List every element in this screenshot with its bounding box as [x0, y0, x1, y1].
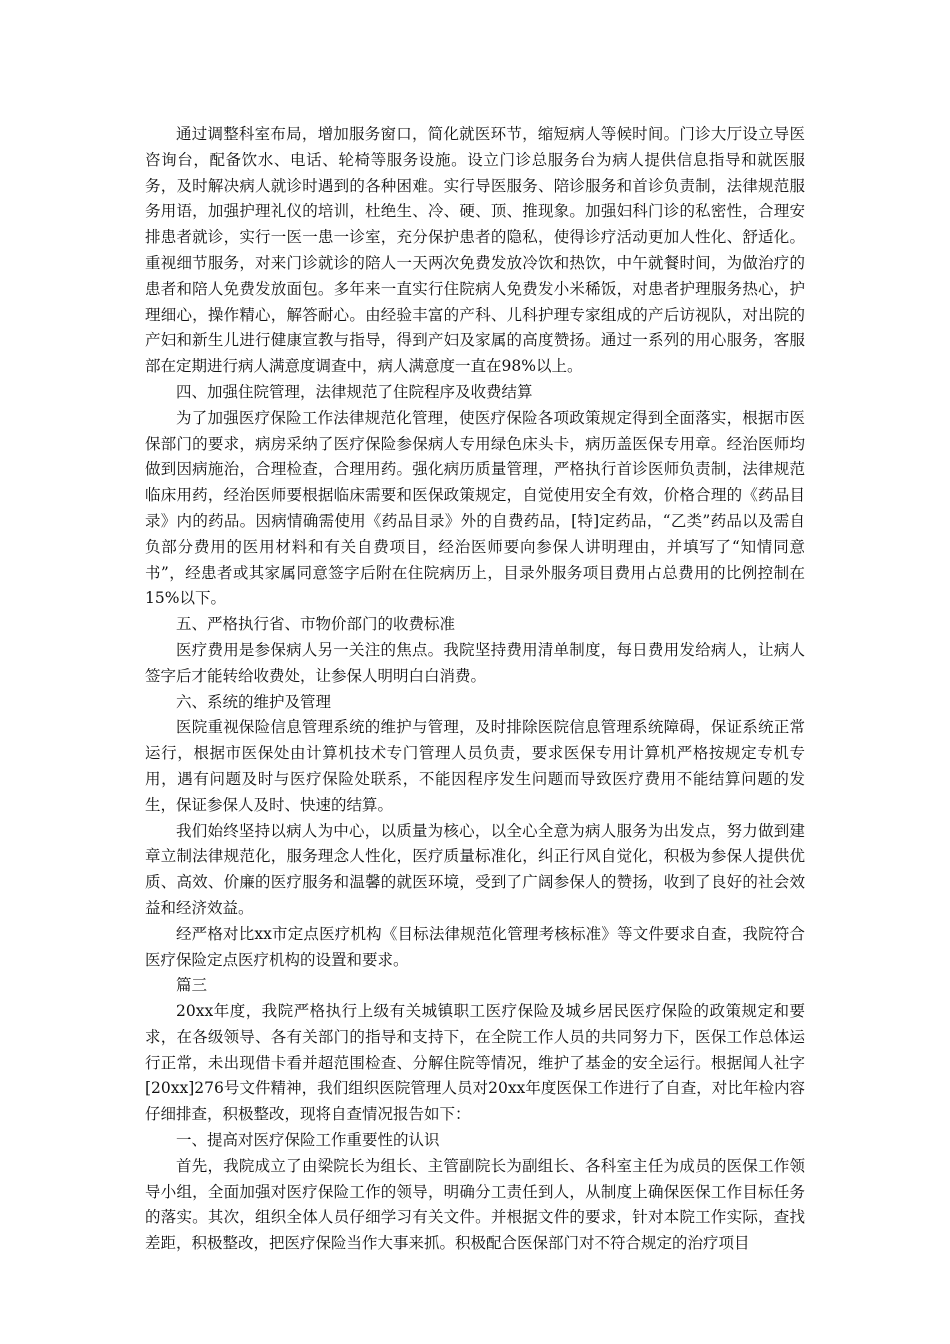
- section-heading-4: 四、加强住院管理，法律规范了住院程序及收费结算: [176, 382, 533, 401]
- paragraph-8: 首先，我院成立了由梁院长为组长、主管副院长为副组长、各科室主任为成员的医保工作领导小组，全面加强对医疗保险工作的领导，明确分工责任到人，从制度上确保医保工作目标任务的落实。其次，组织全体人员仔细学习有关文件。并根据文件的要求，针对本院工作实际，查找差距，积极整改，把医疗保险当作大事来抓。积极配合医保部门对不符合规定的治疗项目: [145, 1156, 805, 1253]
- paragraph-2: 为了加强医疗保险工作法律规范化管理，使医疗保险各项政策规定得到全面落实，根据市医保部门的要求，病房采纳了医疗保险参保病人专用绿色床头卡，病历盖医保专用章。经治医师均做到因病施治，合理检查，合理用药。强化病历质量管理，严格执行首诊医师负责制，法律规范临床用药，经治医师要根据临床需要和医保政策规定，自觉使用安全有效，价格合理的《药品目录》内的药品。因病情确需使用《药品目录》外的自费药品，[特]定药品，“乙类”药品以及需自负部分费用的医用材料和有关自费项目，经治医师要向参保人讲明理由，并填写了“知情同意书”，经患者或其家属同意签字后附在住院病历上，目录外服务项目费用占总费用的比例控制在15%以下。: [145, 408, 805, 608]
- paragraph-1: 通过调整科室布局，增加服务窗口，简化就医环节，缩短病人等候时间。门诊大厅设立导医咨询台，配备饮水、电话、轮椅等服务设施。设立门诊总服务台为病人提供信息指导和就医服务，及时解决病人就诊时遇到的各种困难。实行导医服务、陪诊服务和首诊负责制，法律规范服务用语，加强护理礼仪的培训，杜绝生、冷、硬、顶、推现象。加强妇科门诊的私密性，合理安排患者就诊，实行一医一患一诊室，充分保护患者的隐私，使得诊疗活动更加人性化、舒适化。重视细节服务，对来门诊就诊的陪人一天两次免费发放冷饮和热饮，中午就餐时间，为做治疗的患者和陪人免费发放面包。多年来一直实行住院病人免费发小米稀饭，对患者护理服务热心，护理细心，操作精心，解答耐心。由经验丰富的产科、儿科护理专家组成的产后访视队，对出院的产妇和新生儿进行健康宣教与指导，得到产妇及家属的高度赞扬。通过一系列的用心服务，客服部在定期进行病人满意度调查中，病人满意度一直在98%以上。: [145, 125, 805, 376]
- paragraph-6: 经严格对比xx市定点医疗机构《目标法律规范化管理考核标准》等文件要求自查，我院符合医疗保险定点医疗机构的设置和要求。: [145, 924, 805, 969]
- paragraph-4: 医院重视保险信息管理系统的维护与管理，及时排除医院信息管理系统障碍，保证系统正常运行，根据市医保处由计算机技术专门管理人员负责，要求医保专用计算机严格按规定专机专用，遇有问题及时与医疗保险处联系，不能因程序发生问题而导致医疗费用不能结算问题的发生，保证参保人及时、快速的结算。: [145, 718, 805, 814]
- section-heading-5: 五、严格执行省、市物价部门的收费标准: [176, 615, 456, 634]
- document-page: [145, 122, 805, 1257]
- paragraph-3: 医疗费用是参保病人另一关注的焦点。我院坚持费用清单制度，每日费用发给病人，让病人签字后才能转给收费处，让参保人明明白白消费。: [145, 640, 805, 685]
- chapter-heading-3: 篇三: [176, 976, 208, 995]
- paragraph-7: 20xx年度，我院严格执行上级有关城镇职工医疗保险及城乡居民医疗保险的政策规定和要求，在各级领导、各有关部门的指导和支持下，在全院工作人员的共同努力下，医保工作总体运行正常，未出现借卡看并超范围检查、分解住院等情况，维护了基金的安全运行。根据闻人社字[20xx]276号文件精神，我们组织医院管理人员对20xx年度医保工作进行了自查，对比年检内容仔细排查，积极整改，现将自查情况报告如下：: [145, 1002, 805, 1124]
- section-heading-1: 一、提高对医疗保险工作重要性的认识: [176, 1131, 440, 1150]
- section-heading-6: 六、系统的维护及管理: [176, 692, 332, 711]
- paragraph-5: 我们始终坚持以病人为中心，以质量为核心，以全心全意为病人服务为出发点，努力做到建章立制法律规范化，服务理念人性化，医疗质量标准化，纠正行风自觉化，积极为参保人提供优质、高效、价廉的医疗服务和温馨的就医环境，受到了广阔参保人的赞扬，收到了良好的社会效益和经济效益。: [145, 821, 805, 917]
